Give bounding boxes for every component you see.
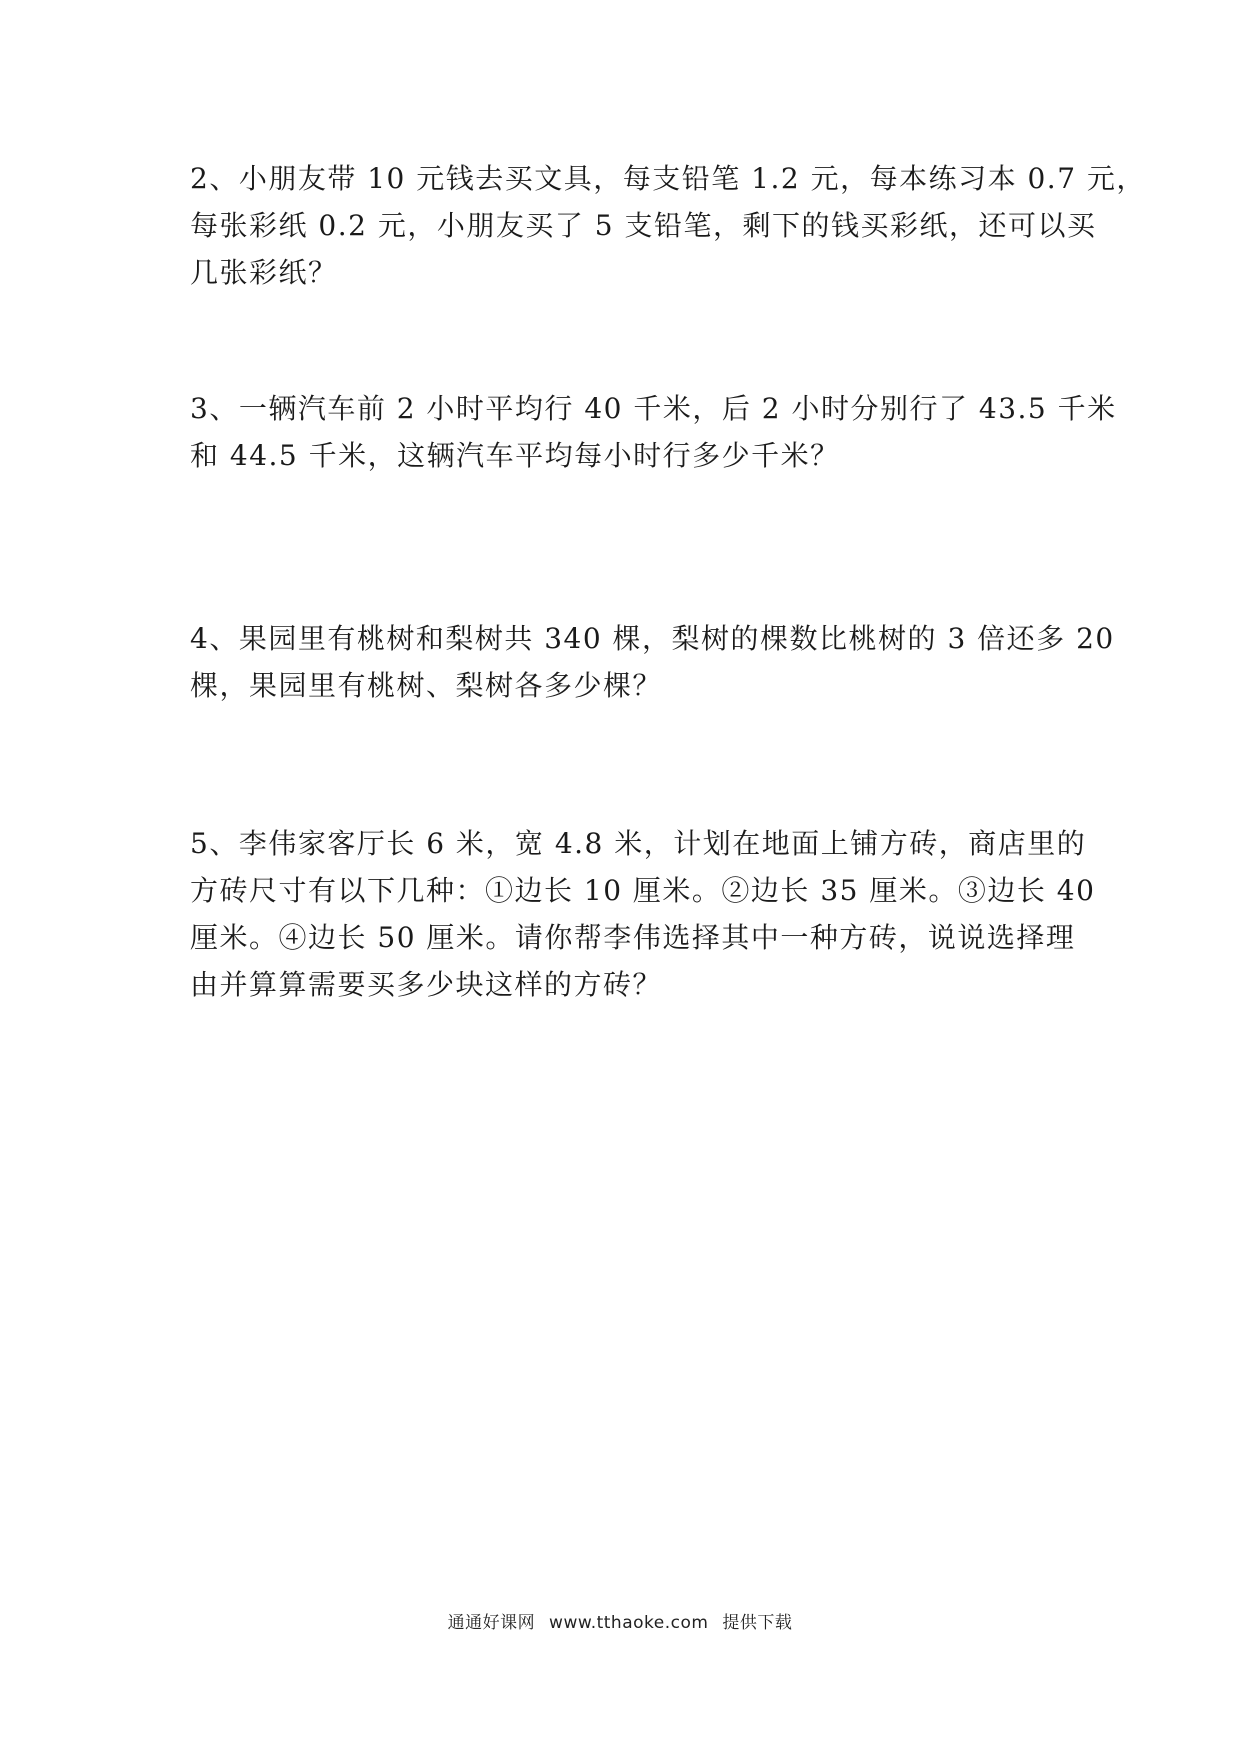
problem-5-line-3: 厘米。④边长 50 厘米。请你帮李伟选择其中一种方砖，说说选择理 (190, 921, 1076, 954)
page-footer (0, 1608, 1240, 1633)
problem-4-line-1: 4、果园里有桃树和梨树共 340 棵，梨树的棵数比桃树的 3 倍还多 20 (190, 622, 1115, 655)
problem-2-line-2: 每张彩纸 0.2 元，小朋友买了 5 支铅笔，剩下的钱买彩纸，还可以买 (190, 209, 1097, 242)
problem-3-line-1: 3、一辆汽车前 2 小时平均行 40 千米，后 2 小时分别行了 43.5 千米 (190, 392, 1117, 425)
problem-2 (190, 155, 1146, 296)
footer-site-name: 通通好课网 (447, 1613, 536, 1633)
problem-4 (190, 615, 1115, 709)
footer-note: 提供下载 (722, 1613, 793, 1633)
problem-5-line-1: 5、李伟家客厅长 6 米，宽 4.8 米，计划在地面上铺方砖，商店里的 (190, 827, 1087, 860)
problem-2-line-3: 几张彩纸？ (190, 256, 338, 289)
problem-5 (190, 820, 1096, 1008)
problem-2-line-1: 2、小朋友带 10 元钱去买文具，每支铅笔 1.2 元，每本练习本 0.7 元， (190, 162, 1146, 195)
problem-3-line-2: 和 44.5 千米，这辆汽车平均每小时行多少千米？ (190, 439, 840, 472)
problem-5-line-4: 由并算算需要买多少块这样的方砖？ (190, 968, 663, 1001)
footer-url[interactable]: www.tthaoke.com (549, 1613, 709, 1633)
problem-3 (190, 385, 1117, 479)
problem-5-line-2: 方砖尺寸有以下几种：①边长 10 厘米。②边长 35 厘米。③边长 40 (190, 874, 1096, 907)
problem-4-line-2: 棵，果园里有桃树、梨树各多少棵？ (190, 669, 663, 702)
